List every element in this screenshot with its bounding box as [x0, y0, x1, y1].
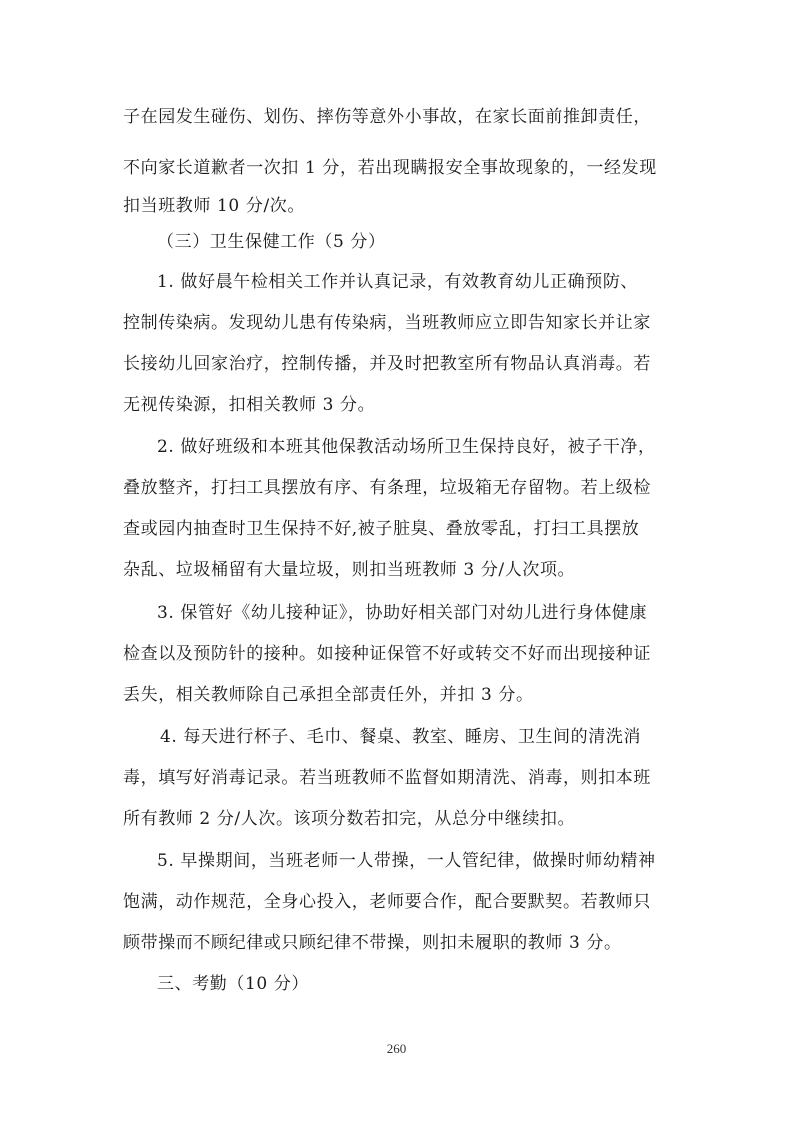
text-line-5: 1. 做好晨午检相关工作并认真记录，有效教育幼儿正确预防、 [157, 272, 639, 292]
text-line-1: 子在园发生碰伤、划伤、摔伤等意外小事故，在家长面前推卸责任， [123, 107, 651, 127]
text-line-6: 控制传染病。发现幼儿患有传染病，当班教师应立即告知家长并让家 [123, 313, 651, 333]
text-line-2: 不向家长道歉者一次扣 1 分，若出现瞒报安全事故现象的，一经发现 [123, 158, 657, 178]
text-line-3: 扣当班教师 10 分/次。 [123, 196, 305, 216]
text-line-21: 顾带操而不顾纪律或只顾纪律不带操，则扣未履职的教师 3 分。 [123, 933, 622, 953]
text-line-9: 2. 做好班级和本班其他保教活动场所卫生保持良好，被子干净， [157, 437, 656, 457]
text-line-15: 丢失，相关教师除自己承担全部责任外，并扣 3 分。 [123, 685, 534, 705]
text-line-11: 查或园内抽查时卫生保持不好,被子脏臭、叠放零乱，打扫工具摆放 [123, 519, 640, 539]
text-line-7: 长接幼儿回家治疗，控制传播，并及时把教室所有物品认真消毒。若 [123, 354, 651, 374]
text-line-19: 5. 早操期间，当班老师一人带操，一人管纪律，做操时师幼精神 [157, 851, 656, 871]
text-line-8: 无视传染源，扣相关教师 3 分。 [123, 395, 376, 415]
text-line-18: 所有教师 2 分/人次。该项分数若扣完，从总分中继续扣。 [123, 809, 576, 829]
text-line-14: 检查以及预防针的接种。如接种证保管不好或转交不好而出现接种证 [123, 644, 651, 664]
text-line-10: 叠放整齐，打扫工具摆放有序、有条理，垃圾箱无存留物。若上级检 [123, 478, 651, 498]
page-number: 260 [386, 1041, 407, 1056]
section-heading-attendance: 三、考勤（10 分） [157, 974, 310, 994]
text-line-13: 3. 保管好《幼儿接种证》，协助好相关部门对幼儿进行身体健康 [157, 603, 648, 623]
text-line-17: 毒，填写好消毒记录。若当班教师不监督如期清洗、消毒，则扣本班 [123, 768, 651, 788]
text-line-20: 饱满，动作规范，全身心投入，老师要合作，配合要默契。若教师只 [123, 892, 651, 912]
text-line-12: 杂乱、垃圾桶留有大量垃圾，则扣当班教师 3 分/人次项。 [123, 560, 576, 580]
text-line-16: 4. 每天进行杯子、毛巾、餐桌、教室、睡房、卫生间的清洗消 [160, 727, 642, 747]
section-heading-hygiene: （三）卫生保健工作（5 分） [157, 232, 386, 252]
